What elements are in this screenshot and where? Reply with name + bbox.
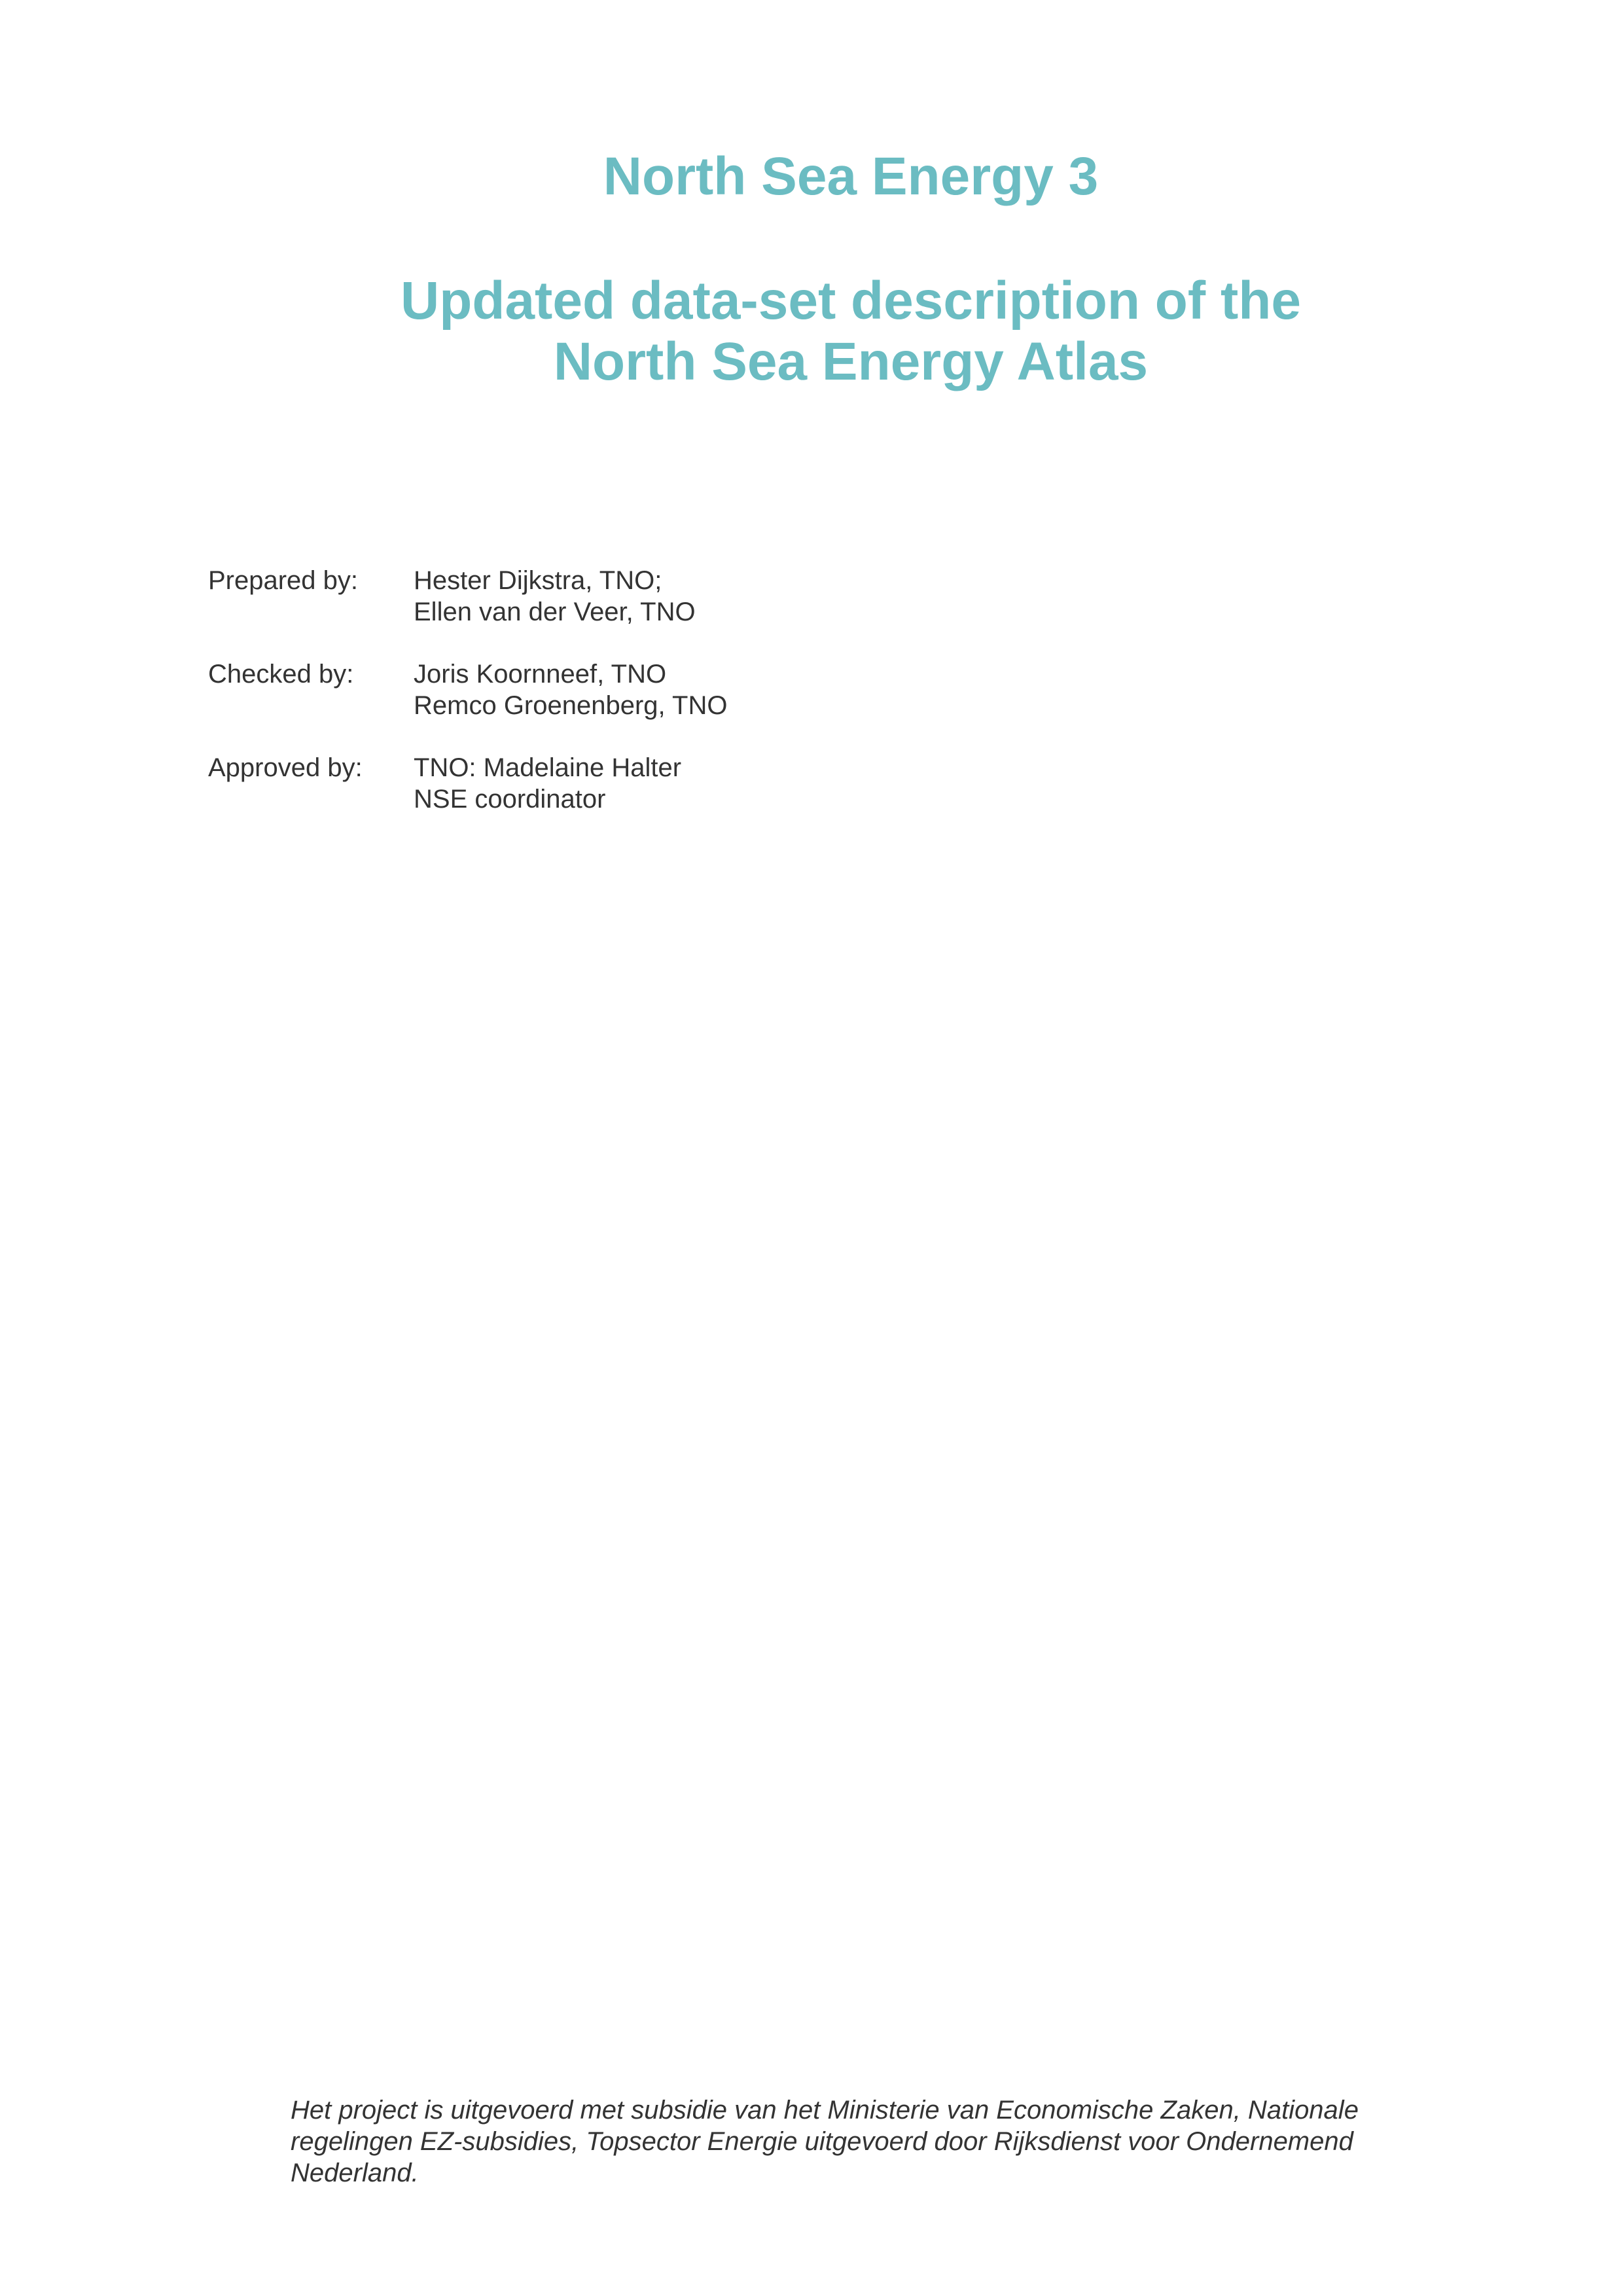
document-subtitle-line-1: Updated data-set description of the	[401, 271, 1301, 331]
checked-by-name-1: Joris Koornneef, TNO	[414, 660, 667, 689]
checked-by-label: Checked by:	[208, 660, 354, 689]
prepared-by-label: Prepared by:	[208, 566, 359, 595]
subsidy-note	[291, 2094, 1416, 2189]
approved-by-name-1: TNO: Madelaine Halter	[414, 753, 682, 782]
subsidy-note-line-1: Het project is uitgevoerd met subsidie van het Ministerie van Economische Zaken, Nationale	[291, 2096, 1359, 2125]
document-subtitle-line-2: North Sea Energy Atlas	[553, 332, 1149, 391]
prepared-by-name-2: Ellen van der Veer, TNO	[414, 598, 696, 626]
prepared-by-name-1: Hester Dijkstra, TNO;	[414, 566, 662, 595]
approved-by-role: NSE coordinator	[414, 785, 606, 814]
subsidy-note-line-2: regelingen EZ-subsidies, Topsector Energie uitgevoerd door Rijksdienst voor Ondernemend	[291, 2127, 1353, 2156]
checked-by-name-2: Remco Groenenberg, TNO	[414, 691, 728, 720]
approved-by-label: Approved by:	[208, 753, 363, 782]
subsidy-note-line-3: Nederland.	[291, 2159, 419, 2187]
document-title: North Sea Energy 3	[603, 147, 1099, 206]
